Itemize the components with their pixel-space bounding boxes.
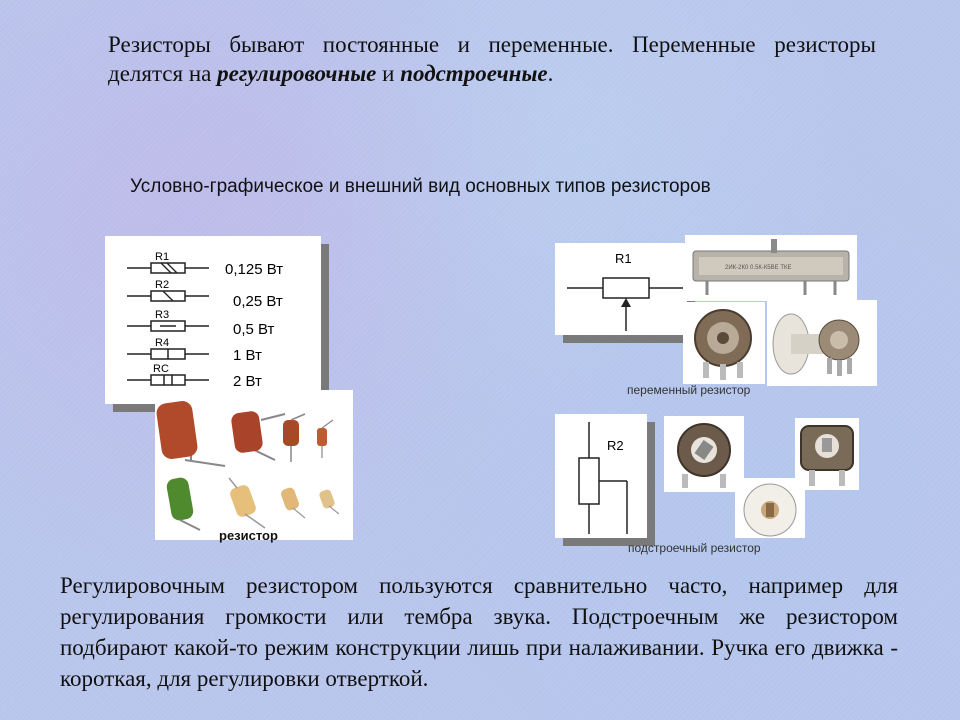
resistor-photo-beige-3 [318,488,339,514]
resistor-photo-large-2 [230,410,285,460]
resistor-photo-beige-1 [228,478,265,528]
symbol-row-4 [127,337,262,364]
trimmer-illustration-1 [664,416,744,492]
symbol-ref-4: R4 [155,337,170,349]
figure-caption: Условно-графическое и внешний вид основных типов резисторов [130,176,711,197]
symbol-power-4: 1 Вт [233,347,262,364]
trimmer-resistor-symbol [555,414,647,538]
intro-conjunction: и [376,61,401,86]
resistor-photo-beige-2 [280,486,305,518]
variable-resistor-ref: R1 [615,251,632,266]
symbol-ref-3: R3 [155,309,170,321]
trimmer-resistor-ref: R2 [607,438,624,453]
resistor-photo-green [166,476,200,530]
rotary-potentiometer-illustration-2 [767,300,877,386]
symbol-power-3: 0,5 Вт [233,321,275,338]
intro-emphasis-trimmer: подстроечные [400,61,548,86]
intro-paragraph [108,30,876,88]
symbol-ref-1: R1 [155,251,170,263]
rotary-potentiometer-photo-1 [683,302,765,384]
symbol-row-1 [127,251,283,278]
symbol-power-2: 0,25 Вт [233,293,283,310]
slide-potentiometer-photo [685,235,857,301]
trimmer-resistor-symbol-panel [555,414,647,538]
bottom-paragraph: Регулировочным резистором пользуются сравнительно часто, например для регулирования громкости или тембра звука. Подстроечным же резистором подбирают какой-то режим конструкции лишь при налаживании. Ручка его движка - короткая, для регулировки отверткой. [60,573,898,691]
trimmer-photo-1 [664,416,744,492]
pot-marking: 2ИК-2К0 0.5К-К5ВЕ ТКЕ [725,265,792,271]
trimmer-resistor-label: подстроечный резистор [628,541,761,555]
fixed-resistor-symbols-panel [105,236,321,404]
symbol-ref-2: R2 [155,279,170,291]
intro-emphasis-adjustable: регулировочные [217,61,377,86]
fixed-resistor-label: резистор [219,528,278,543]
variable-resistor-symbol-panel [555,243,687,335]
rotary-potentiometer-photo-2 [767,300,877,386]
trimmer-illustration-3 [735,478,805,538]
slide-potentiometer-illustration [685,235,857,301]
symbol-row-2 [127,279,283,310]
intro-text: Резисторы бывают постоянные и переменные. Переменные резисторы делятся на [108,32,876,86]
trimmer-photo-3 [735,478,805,538]
variable-resistor-label: переменный резистор [627,383,751,397]
resistor-photo-medium [283,414,305,462]
variable-resistor-symbol [555,243,687,335]
symbol-row-3 [127,309,275,338]
resistor-photo-small [317,420,333,458]
symbol-ref-5: RC [153,363,169,375]
intro-period: . [547,61,554,86]
symbol-row-5 [127,363,262,390]
symbol-power-1: 0,125 Вт [225,261,284,278]
symbol-power-5: 2 Вт [233,373,262,390]
fixed-resistors-photo [155,390,353,543]
resistor-symbols-diagram [105,236,321,404]
fixed-resistors-illustration [155,390,353,540]
rotary-potentiometer-illustration-1 [683,302,765,384]
resistor-photo-large-1 [155,400,225,466]
